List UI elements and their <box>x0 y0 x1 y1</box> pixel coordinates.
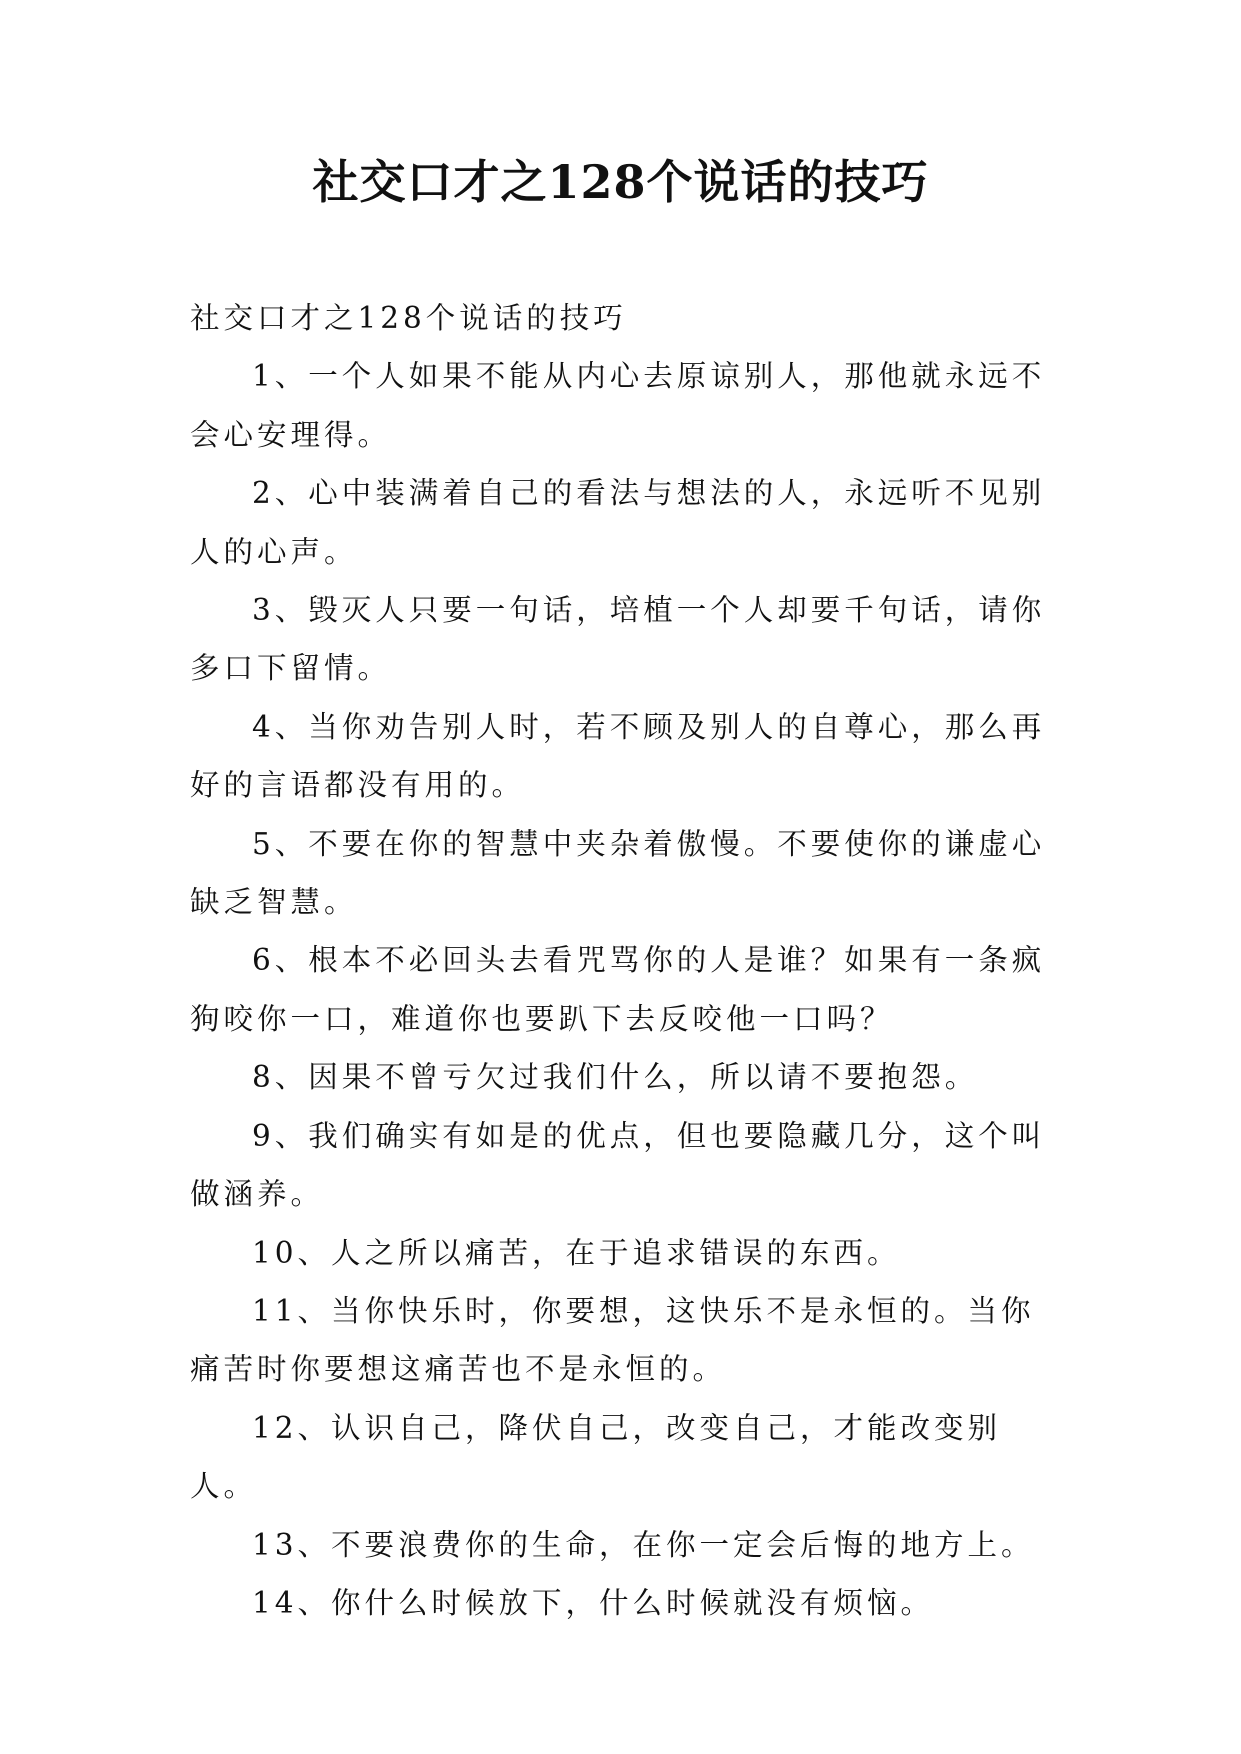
paragraph-item-3: 3、毁灭人只要一句话，培植一个人却要千句话，请你多口下留情。 <box>190 593 1046 686</box>
paragraph-item-8: 8、因果不曾亏欠过我们什么，所以请不要抱怨。 <box>252 1060 979 1095</box>
paragraph-item-11: 11、当你快乐时，你要想，这快乐不是永恒的。当你痛苦时你要想这痛苦也不是永恒的。 <box>190 1293 1035 1387</box>
paragraph-item-2: 2、心中装满着自己的看法与想法的人，永远听不见别人的心声。 <box>190 476 1046 569</box>
page-title: 社交口才之128个说话的技巧 <box>312 155 929 209</box>
paragraph-item-10: 10、人之所以痛苦，在于追求错误的东西。 <box>252 1235 901 1270</box>
paragraph-item-6: 6、根本不必回头去看咒骂你的人是谁？如果有一条疯狗咬你一口，难道你也要趴下去反咬他一口吗？ <box>190 943 1046 1036</box>
paragraph-item-4: 4、当你劝告别人时，若不顾及别人的自尊心，那么再好的言语都没有用的。 <box>190 709 1046 803</box>
paragraph-item-12: 12、认识自己，降伏自己，改变自己，才能改变别人。 <box>190 1410 1002 1504</box>
paragraph-item-14: 14、你什么时候放下，什么时候就没有烦恼。 <box>252 1585 935 1620</box>
document-subtitle: 社交口才之128个说话的技巧 <box>190 301 627 335</box>
paragraph-item-9: 9、我们确实有如是的优点，但也要隐藏几分，这个叫做涵养。 <box>190 1118 1046 1212</box>
paragraph-item-1: 1、一个人如果不能从内心去原谅别人，那他就永远不会心安理得。 <box>190 359 1046 452</box>
paragraph-item-13: 13、不要浪费你的生命，在你一定会后悔的地方上。 <box>252 1527 1035 1562</box>
document-body <box>190 289 1060 1632</box>
paragraph-item-5: 5、不要在你的智慧中夹杂着傲慢。不要使你的谦虚心缺乏智慧。 <box>190 826 1046 920</box>
